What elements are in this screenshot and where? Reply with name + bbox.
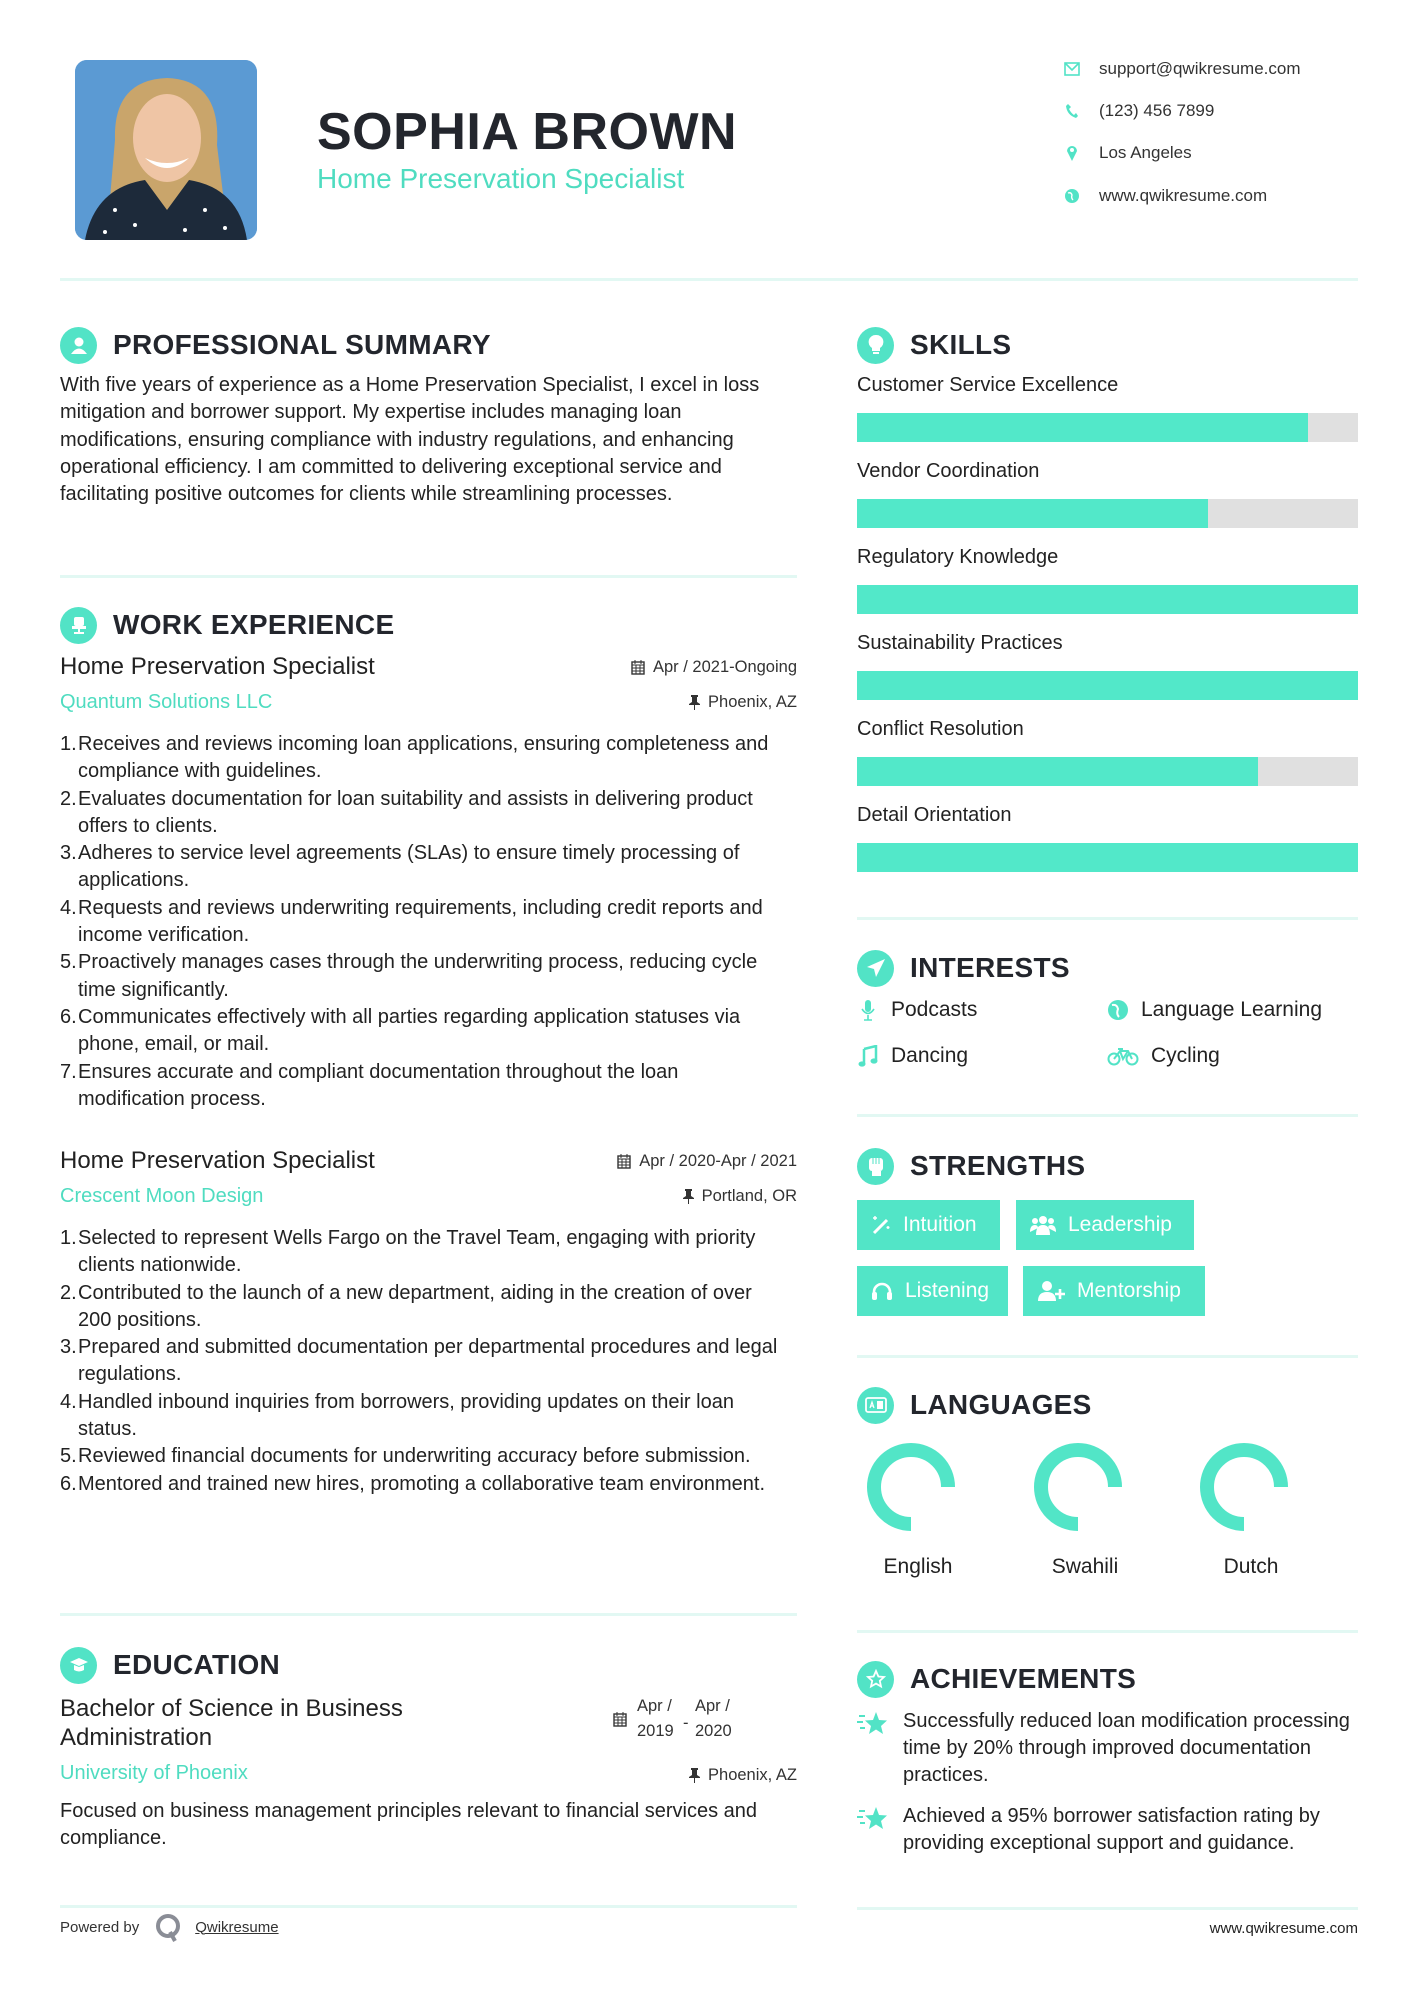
language-rings [857, 1430, 1358, 1550]
education-location: Phoenix, AZ [600, 1766, 797, 1785]
skill-label: Conflict Resolution [857, 718, 1024, 740]
language-ring [874, 1450, 948, 1524]
candidate-title: Home Preservation Specialist [317, 163, 685, 194]
language-ring [1041, 1450, 1115, 1524]
list-item: 5. Proactively manages cases through the underwriting process, reducing cycle time significantly. [60, 951, 758, 1001]
graduation-icon [60, 1647, 97, 1684]
job-title: Home Preservation Specialist [60, 1147, 375, 1174]
contact-website[interactable]: www.qwikresume.com [1062, 184, 1267, 208]
star-icon [857, 1708, 903, 1789]
job-dates: Apr / 2020-Apr / 2021 [617, 1152, 797, 1171]
education-heading: EDUCATION [60, 1646, 280, 1684]
phone-icon [1062, 101, 1082, 121]
skill-bar [857, 413, 1358, 442]
interest-item: Cycling [1107, 1041, 1220, 1071]
pushpin-icon [689, 695, 700, 710]
interest-item: Podcasts [857, 995, 977, 1025]
skill-bar [857, 671, 1358, 700]
skills-heading: SKILLS [857, 326, 1011, 364]
paper-plane-icon [857, 950, 894, 987]
section-divider [857, 917, 1358, 920]
section-divider [857, 1630, 1358, 1633]
users-icon [1030, 1214, 1056, 1236]
fist-icon [857, 1148, 894, 1185]
user-plus-icon [1037, 1280, 1065, 1302]
music-note-icon [857, 1045, 879, 1067]
headphones-icon [871, 1281, 893, 1301]
list-item: 3. Adheres to service level agreements (SLAs) to ensure timely processing of applications. [60, 842, 740, 892]
interest-item: Dancing [857, 1041, 968, 1071]
skill-label: Customer Service Excellence [857, 374, 1119, 396]
job-dates: Apr / 2021-Ongoing [631, 658, 797, 677]
section-divider [857, 1114, 1358, 1117]
skill-bar [857, 843, 1358, 872]
skill-bar-fill [857, 413, 1308, 442]
job-bullets [60, 731, 790, 1113]
powered-by: Powered by Qwikresume [60, 1912, 279, 1942]
header-divider [60, 278, 1358, 281]
contact-location: Los Angeles [1062, 141, 1192, 165]
list-item: 1. Selected to represent Wells Fargo on the Travel Team, engaging with priority clients nationwide. [60, 1227, 756, 1277]
skill-label: Regulatory Knowledge [857, 546, 1059, 568]
school-name: University of Phoenix [60, 1762, 248, 1784]
list-item: 1. Receives and reviews incoming loan applications, ensuring completeness and compliance with guidelines. [60, 733, 769, 783]
section-divider [857, 1355, 1358, 1358]
job-location: Phoenix, AZ [689, 693, 797, 712]
job-entry [60, 1146, 797, 1498]
qwikresume-link[interactable]: Qwikresume [195, 1918, 279, 1936]
strength-chip: Listening [857, 1266, 1008, 1316]
achievement-item: Successfully reduced loan modification processing time by 20% through improved documentation practices. [857, 1708, 1358, 1789]
pushpin-icon [689, 1768, 700, 1783]
list-item: 4. Handled inbound inquiries from borrowers, providing updates on their loan status. [60, 1390, 734, 1441]
strength-chip: Intuition [857, 1200, 1000, 1250]
star-icon [857, 1803, 903, 1857]
list-item: 3. Prepared and submitted documentation per departmental procedures and legal regulations. [60, 1336, 778, 1386]
translate-icon [857, 1387, 894, 1424]
section-divider [60, 575, 797, 578]
skill-label: Sustainability Practices [857, 632, 1063, 654]
lightbulb-icon [857, 327, 894, 364]
user-icon [60, 327, 97, 364]
list-item: 7. Ensures accurate and compliant documentation throughout the loan modification process. [60, 1060, 679, 1110]
envelope-icon [1062, 59, 1082, 79]
skill-label: Detail Orientation [857, 804, 1012, 826]
language-label: Swahili [1051, 1555, 1119, 1578]
star-badge-icon [857, 1661, 894, 1698]
list-item: 5. Reviewed financial documents for underwriting accuracy before submission. [60, 1445, 751, 1468]
list-item: 2. Contributed to the launch of a new department, aiding in the creation of over 200 positions. [60, 1281, 752, 1331]
language-ring [1207, 1450, 1281, 1524]
achievement-item: Achieved a 95% borrower satisfaction rating by providing exceptional support and guidance. [857, 1803, 1358, 1857]
list-item: 2. Evaluates documentation for loan suitability and assists in delivering product offers to clients. [60, 787, 753, 837]
strengths-heading: STRENGTHS [857, 1147, 1085, 1185]
calendar-icon [631, 660, 645, 675]
list-item: 4. Requests and reviews underwriting requirements, including credit reports and income verification. [60, 896, 763, 947]
languages-heading: LANGUAGES [857, 1386, 1092, 1424]
job-entry [60, 652, 797, 1113]
interests-heading: INTERESTS [857, 949, 1070, 987]
education-description: Focused on business management principles relevant to financial services and compliance. [60, 1800, 758, 1850]
job-location: Portland, OR [683, 1187, 797, 1206]
education-dates: Apr / 2019 - Apr / 2020 [613, 1694, 741, 1744]
strength-chip: Leadership [1016, 1200, 1194, 1250]
achievements-heading: ACHIEVEMENTS [857, 1660, 1136, 1698]
summary-text: With five years of experience as a Home Preservation Specialist, I excel in loss mitigation and borrower support. My expertise includes managing loan modifications, ensuring compliance with industry regulations, and enhancing operational efficiency. I am committed to delivering exceptional service and facilitating positive outcomes for clients while streamlining processes. [60, 374, 760, 506]
briefcase-icon [60, 607, 97, 644]
profile-photo [75, 60, 257, 240]
strength-chip: Mentorship [1023, 1266, 1205, 1316]
degree-title: Bachelor of Science in Business Administration [60, 1695, 403, 1751]
map-pin-icon [1062, 143, 1082, 163]
skill-bar [857, 757, 1358, 786]
interest-item: Language Learning [1107, 995, 1322, 1025]
globe-icon [1107, 999, 1129, 1021]
company-name: Crescent Moon Design [60, 1184, 264, 1207]
job-title: Home Preservation Specialist [60, 653, 375, 680]
skill-bar-fill [857, 757, 1258, 786]
calendar-icon [613, 1712, 627, 1727]
qwikresume-logo-icon [153, 1912, 183, 1942]
footer-divider [60, 1905, 797, 1908]
work-heading: WORK EXPERIENCE [60, 606, 394, 644]
contact-email[interactable]: support@qwikresume.com [1062, 57, 1301, 81]
contact-phone[interactable]: (123) 456 7899 [1062, 99, 1214, 123]
language-label: Dutch [1223, 1555, 1279, 1578]
microphone-icon [857, 999, 879, 1021]
skill-bar [857, 499, 1358, 528]
skill-bar-fill [857, 671, 1358, 700]
company-name: Quantum Solutions LLC [60, 690, 273, 713]
calendar-icon [617, 1154, 631, 1169]
pushpin-icon [683, 1189, 694, 1204]
summary-heading: PROFESSIONAL SUMMARY [60, 326, 491, 364]
footer-website[interactable]: www.qwikresume.com [1209, 1920, 1358, 1937]
section-divider [60, 1613, 797, 1616]
skill-label: Vendor Coordination [857, 460, 1040, 482]
skill-bar-fill [857, 499, 1208, 528]
globe-icon [1062, 186, 1082, 206]
job-bullets [60, 1225, 790, 1498]
language-label: English [883, 1555, 953, 1578]
bicycle-icon [1107, 1046, 1139, 1066]
magic-wand-icon [871, 1215, 891, 1235]
list-item: 6. Communicates effectively with all parties regarding application statuses via phone, email, or mail. [60, 1005, 741, 1056]
skill-bar-fill [857, 585, 1358, 614]
candidate-name: SOPHIA BROWN [317, 103, 738, 161]
skill-bar-fill [857, 843, 1358, 872]
skill-bar [857, 585, 1358, 614]
footer-divider [857, 1907, 1358, 1910]
list-item: 6. Mentored and trained new hires, promoting a collaborative team environment. [60, 1472, 766, 1495]
